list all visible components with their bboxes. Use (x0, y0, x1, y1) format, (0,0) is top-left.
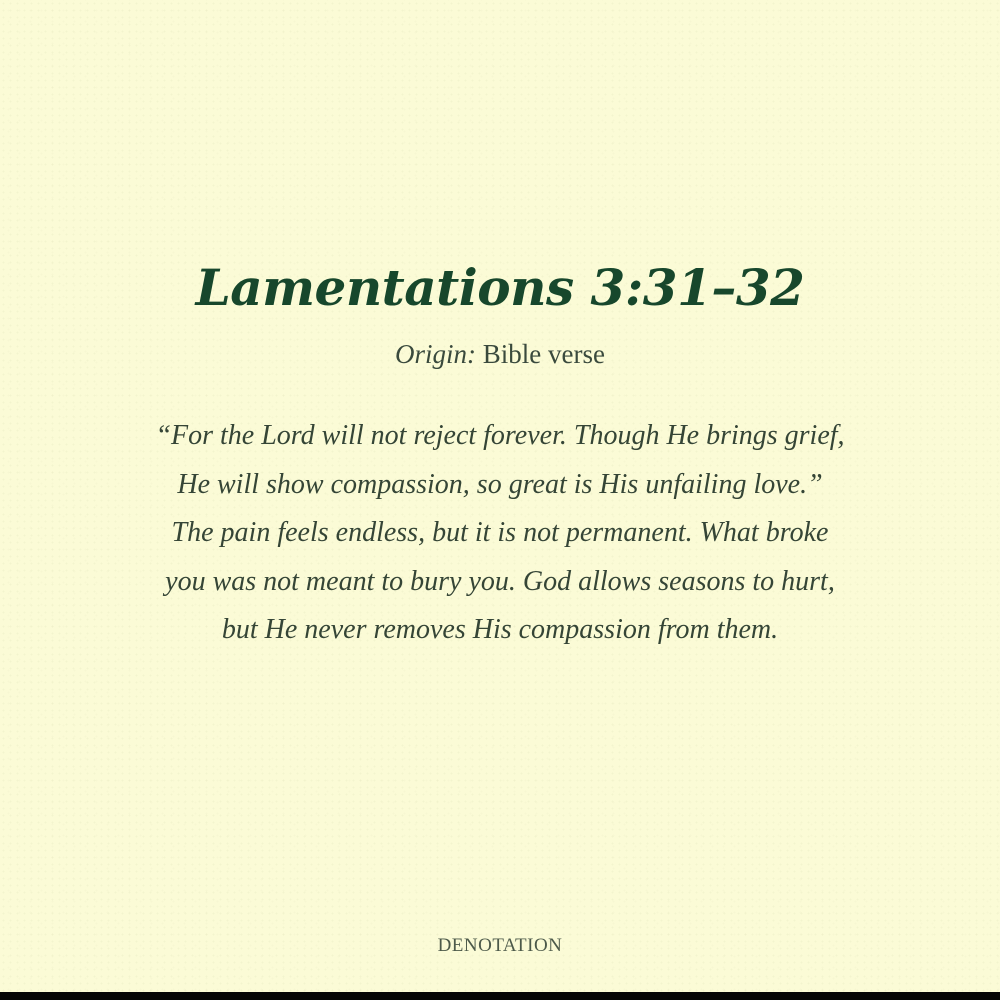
origin-value: Bible verse (482, 339, 605, 369)
page-title: Lamentations 3:31–32 (195, 258, 805, 317)
reflection-text: The pain feels endless, but it is not permanent. What broke you was not meant to bury you. God allows seasons to hurt, but He never removes His compassion from them. (165, 517, 835, 645)
origin-label: Origin: (395, 339, 477, 369)
origin-line (0, 336, 1000, 372)
verse-quote: “For the Lord will not reject forever. Though He brings grief, He will show compassion, so great is His unfailing love.” (155, 420, 845, 500)
brand-footer: DENOTATION (437, 935, 563, 956)
bottom-bar (0, 992, 1000, 1000)
body-text (150, 412, 850, 655)
